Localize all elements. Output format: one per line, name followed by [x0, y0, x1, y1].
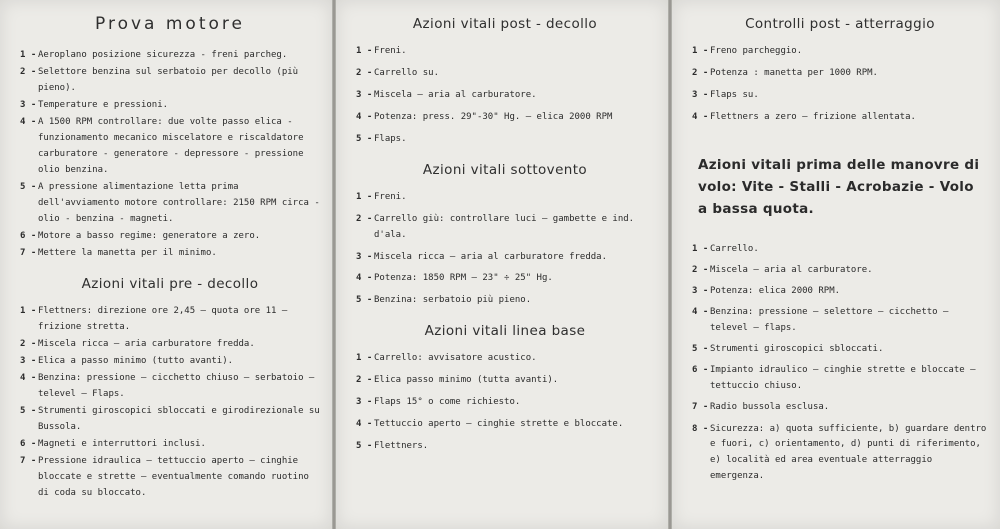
step-number: 4 - — [692, 307, 709, 318]
step-number: 2 - — [20, 338, 37, 349]
list-item — [20, 337, 320, 353]
step-text: Miscela — aria al carburatore. — [374, 89, 537, 100]
step-text: Strumenti giroscopici sbloccati e girodirezionale su Bussola. — [38, 406, 320, 432]
step-number: 3 - — [20, 355, 37, 366]
list-item — [692, 363, 988, 395]
step-text: Carrello giù: controllare luci — gambette e ind. d'ala. — [374, 213, 635, 240]
list-item — [356, 373, 654, 389]
post-atterraggio-list — [692, 44, 988, 126]
step-number: 5 - — [20, 181, 37, 192]
list-item — [20, 437, 320, 453]
step-text: Flaps. — [374, 133, 407, 144]
step-number: 2 - — [356, 375, 373, 386]
step-number: 4 - — [692, 111, 709, 122]
step-text: Mettere la manetta per il minimo. — [38, 247, 217, 258]
step-number: 5 - — [20, 406, 37, 417]
list-item — [692, 66, 988, 82]
list-item — [692, 44, 988, 60]
step-text: Sicurezza: a) quota sufficiente, b) guardare dentro e fuori, c) orientamento, d) punti di riferimento, e) località ed area eventuale atterraggio emergenza. — [710, 423, 987, 482]
step-number: 1 - — [20, 50, 37, 60]
step-number: 6 - — [20, 230, 37, 241]
step-number: 6 - — [692, 365, 709, 376]
step-number: 2 - — [356, 213, 373, 224]
step-text: Flettners a zero — frizione allentata. — [710, 111, 916, 122]
panel-post-atterraggio — [672, 0, 1000, 529]
step-text: Flettners: direzione ore 2,45 — quota ore 11 — frizione stretta. — [38, 305, 288, 332]
section-title: Azioni vitali linea base — [424, 323, 586, 340]
step-text: Potenza: press. 29"-30" Hg. — elica 2000 RPM — [374, 111, 613, 122]
step-number: 1 - — [356, 46, 373, 56]
step-text: Selettore benzina sul serbatoio per decollo (più pieno). — [38, 67, 299, 93]
list-item — [20, 371, 320, 403]
step-number: 2 - — [692, 264, 709, 275]
step-text: Potenza : manetta per 1000 RPM. — [710, 67, 878, 78]
step-text: Flaps su. — [710, 89, 759, 100]
step-number: 6 - — [20, 439, 37, 450]
step-text: Radio bussola esclusa. — [710, 402, 830, 413]
step-number: 1 - — [692, 243, 709, 254]
section-title: Azioni vitali prima delle manovre di volo: Vite - Stalli - Acrobazie - Volo a bassa quota. — [698, 156, 980, 217]
list-item — [356, 417, 654, 433]
step-text: A 1500 RPM controllare: due volte passo elica - funzionamento mecanico miscelatore e riscaldatore carburatore - generatore - depressore - pressione olio benzina. — [38, 117, 304, 175]
list-item — [20, 180, 320, 227]
step-text: Freni. — [374, 46, 407, 56]
list-item — [356, 110, 654, 126]
step-number: 2 - — [20, 67, 37, 78]
step-number: 3 - — [692, 89, 709, 100]
list-item — [356, 271, 654, 287]
step-number: 2 - — [356, 67, 373, 78]
step-number: 3 - — [356, 251, 373, 262]
step-text: Freno parcheggio. — [710, 46, 803, 56]
step-number: 3 - — [356, 397, 373, 408]
manovre-list — [692, 242, 988, 485]
step-number: 1 - — [20, 305, 37, 316]
step-number: 1 - — [356, 191, 373, 202]
sottovento-list — [356, 190, 654, 310]
list-item — [692, 88, 988, 104]
step-text: Elica a passo minimo (tutto avanti). — [38, 355, 234, 366]
step-number: 8 - — [692, 423, 709, 434]
list-item — [692, 284, 988, 300]
step-text: Pressione idraulica — tettuccio aperto — cinghie bloccate e strette — eventualmente comando ruotino di coda su bloccato. — [38, 456, 309, 498]
step-number: 1 - — [356, 353, 373, 364]
list-item — [20, 304, 320, 336]
list-item — [20, 354, 320, 370]
step-text: Impianto idraulico — cinghie strette e bloccate — tettuccio chiuso. — [710, 365, 976, 392]
step-number: 7 - — [20, 247, 37, 258]
step-number: 4 - — [356, 273, 373, 284]
step-number: 5 - — [356, 133, 373, 144]
step-text: A pressione alimentazione letta prima dell'avviamento motore controllare: 2150 RPM circa - olio - benzina - magneti. — [38, 181, 320, 224]
step-number: 5 - — [356, 295, 373, 306]
list-item — [20, 229, 320, 245]
list-item — [356, 88, 654, 104]
step-number: 5 - — [356, 441, 373, 452]
step-number: 4 - — [356, 111, 373, 122]
list-item — [356, 439, 654, 455]
step-number: 3 - — [356, 89, 373, 100]
step-text: Carrello: avvisatore acustico. — [374, 353, 537, 364]
step-text: Benzina: serbatoio più pieno. — [374, 295, 532, 306]
step-text: Freni. — [374, 191, 407, 202]
step-number: 4 - — [20, 373, 37, 384]
list-item — [692, 305, 988, 337]
list-item — [692, 242, 988, 258]
prova-motore-list — [20, 48, 320, 262]
step-text: Miscela ricca — aria al carburatore fredda. — [374, 251, 607, 262]
pre-decollo-list — [20, 304, 320, 502]
list-item — [20, 48, 320, 64]
list-item — [20, 98, 320, 114]
list-item — [692, 400, 988, 416]
step-text: Carrello. — [710, 243, 759, 254]
list-item — [356, 66, 654, 82]
step-text: Miscela — aria al carburatore. — [710, 264, 873, 275]
list-item — [20, 65, 320, 97]
list-item — [356, 132, 654, 148]
step-text: Aeroplano posizione sicurezza - freni parcheg. — [38, 50, 288, 60]
step-number: 2 - — [692, 67, 709, 78]
step-number: 1 - — [692, 46, 709, 56]
step-text: Motore a basso regime: generatore a zero. — [38, 230, 261, 241]
step-text: Carrello su. — [374, 67, 440, 78]
section-title: Azioni vitali pre - decollo — [81, 275, 259, 292]
step-text: Strumenti giroscopici sbloccati. — [710, 344, 884, 355]
section-title: Azioni vitali sottovento — [422, 161, 588, 178]
list-item — [20, 115, 320, 178]
list-item — [356, 250, 654, 266]
step-number: 3 - — [20, 100, 37, 111]
step-number: 3 - — [692, 286, 709, 297]
step-text: Elica passo minimo (tutta avanti). — [374, 375, 559, 386]
section-title: Controlli post - atterraggio — [745, 16, 935, 32]
step-text: Magneti e interruttori inclusi. — [38, 439, 206, 450]
list-item — [20, 404, 320, 436]
step-text: Tettuccio aperto — cinghie strette e bloccate. — [374, 419, 624, 430]
list-item — [356, 293, 654, 309]
list-item — [356, 395, 654, 411]
list-item — [356, 351, 654, 367]
step-number: 4 - — [356, 419, 373, 430]
step-number: 5 - — [692, 344, 709, 355]
panel-azioni-vitali — [336, 0, 668, 529]
list-item — [20, 246, 320, 262]
list-item — [692, 263, 988, 279]
step-text: Potenza: elica 2000 RPM. — [710, 286, 841, 297]
list-item — [20, 454, 320, 501]
list-item — [356, 44, 654, 60]
list-item — [692, 422, 988, 485]
linea-base-list — [356, 351, 654, 455]
step-number: 4 - — [20, 117, 37, 128]
section-title: Azioni vitali post - decollo — [412, 16, 598, 32]
step-text: Benzina: pressione — selettore — cicchetto — televel — flaps. — [710, 307, 949, 334]
step-number: 7 - — [20, 456, 37, 467]
list-item — [356, 190, 654, 206]
list-item — [692, 110, 988, 126]
step-text: Benzina: pressione — cicchetto chiuso — serbatoio — televel — Flaps. — [38, 373, 315, 399]
panel-title: Prova motore — [95, 14, 245, 34]
step-number: 7 - — [692, 402, 709, 413]
panel-prova-motore — [0, 0, 332, 529]
list-item — [356, 212, 654, 244]
step-text: Miscela ricca — aria carburatore fredda. — [38, 338, 255, 349]
list-item — [692, 342, 988, 358]
step-text: Temperature e pressioni. — [38, 100, 169, 111]
post-decollo-list — [356, 44, 654, 148]
step-text: Flettners. — [374, 441, 429, 452]
step-text: Potenza: 1850 RPM — 23" ÷ 25" Hg. — [374, 273, 553, 284]
step-text: Flaps 15° o come richiesto. — [374, 397, 521, 408]
